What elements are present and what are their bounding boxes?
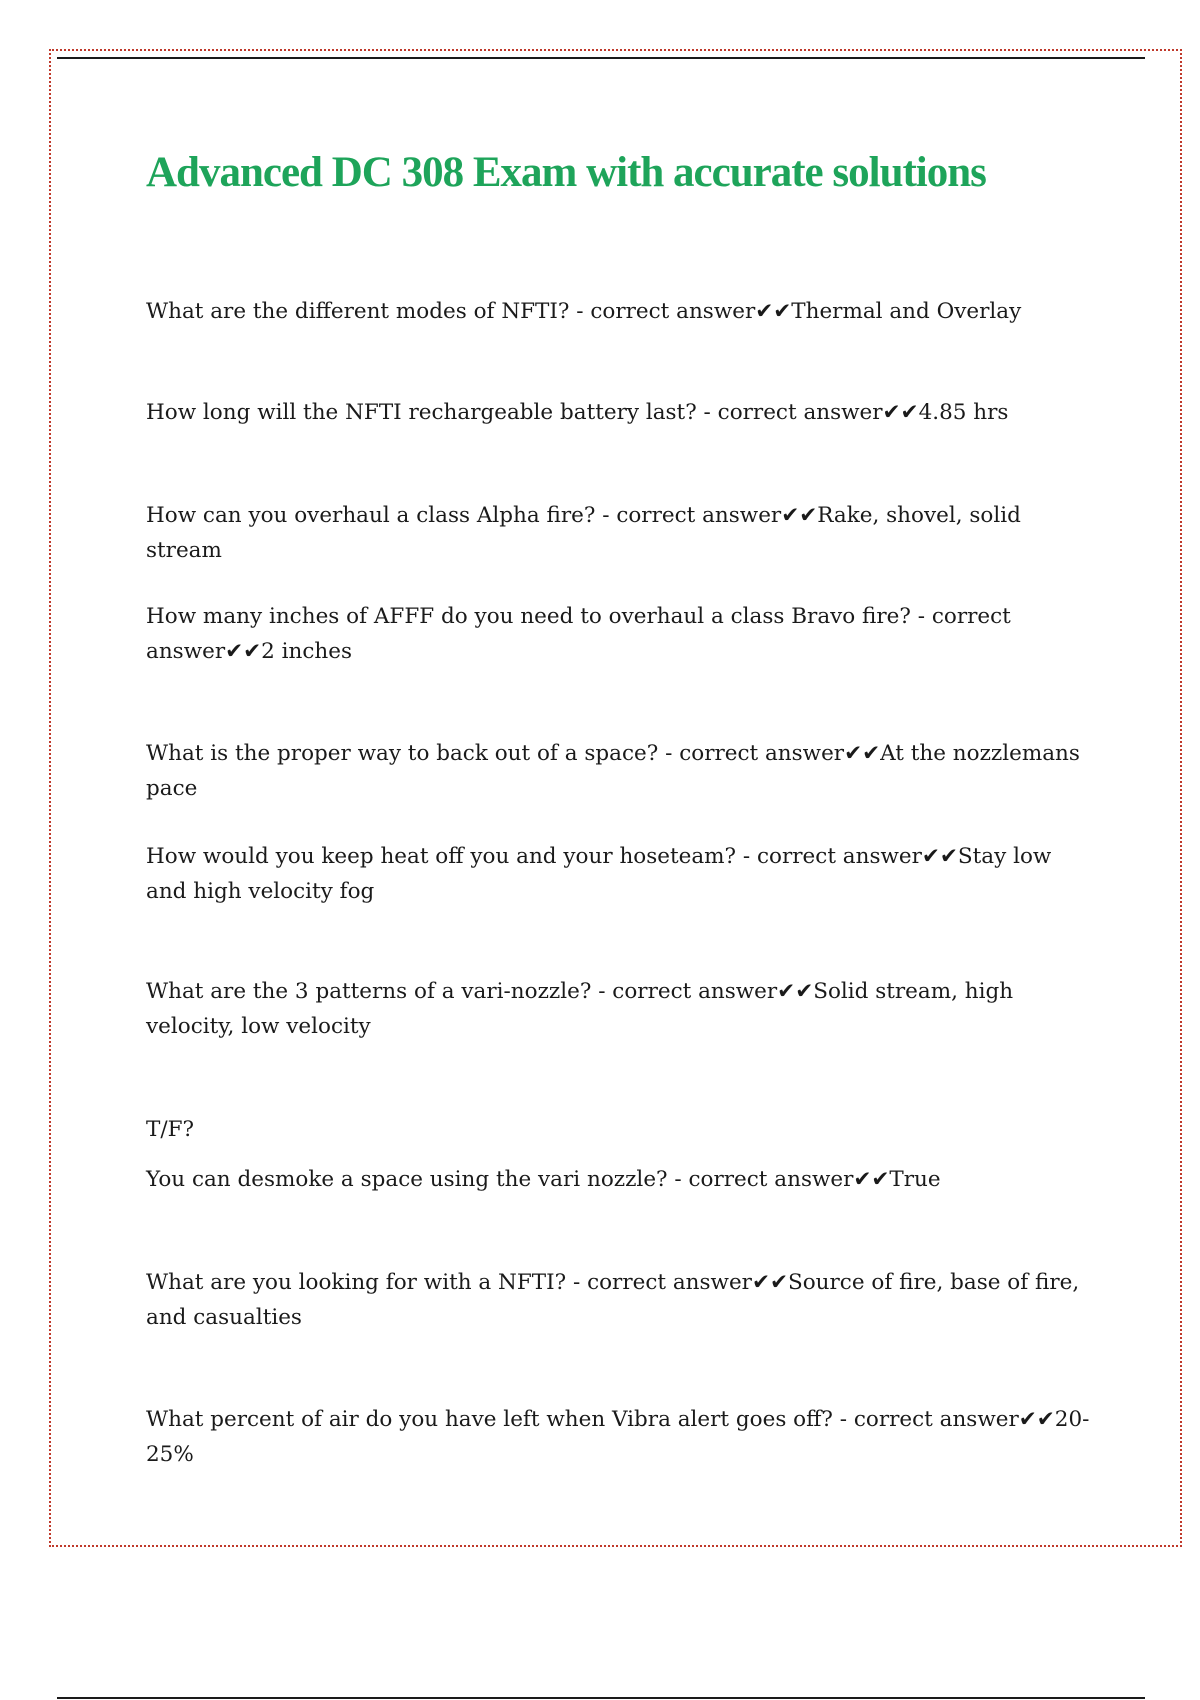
qa-item-3: How can you overhaul a class Alpha fire? - correct answer✔✔Rake, shovel, solid stream (146, 503, 1021, 563)
qa-item-1: What are the different modes of NFTI? - correct answer✔✔Thermal and Overlay (146, 299, 1022, 324)
qa-item-7: What are the 3 patterns of a vari-nozzle? - correct answer✔✔Solid stream, high velocity, low velocity (146, 979, 1014, 1039)
qa-item-5: What is the proper way to back out of a space? - correct answer✔✔At the nozzlemans pace (146, 741, 1080, 801)
qa-item-4: How many inches of AFFF do you need to overhaul a class Bravo fire? - correct answer✔✔2 inches (146, 604, 1011, 664)
qa-item-11: What percent of air do you have left when Vibra alert goes off? - correct answer✔✔20-25% (146, 1407, 1090, 1467)
qa-item-10: What are you looking for with a NFTI? - correct answer✔✔Source of fire, base of fire, and casualties (146, 1270, 1080, 1330)
footer-rule (57, 1697, 1145, 1699)
qa-item-2: How long will the NFTI rechargeable battery last? - correct answer✔✔4.85 hrs (146, 400, 1009, 425)
header-rule (57, 57, 1145, 59)
qa-item-9: You can desmoke a space using the vari nozzle? - correct answer✔✔True (146, 1167, 941, 1192)
qa-item-6: How would you keep heat off you and your hoseteam? - correct answer✔✔Stay low and high velocity fog (146, 844, 1052, 904)
document-title: Advanced DC 308 Exam with accurate solutions (146, 149, 986, 196)
qa-item-8: T/F? (146, 1117, 195, 1142)
